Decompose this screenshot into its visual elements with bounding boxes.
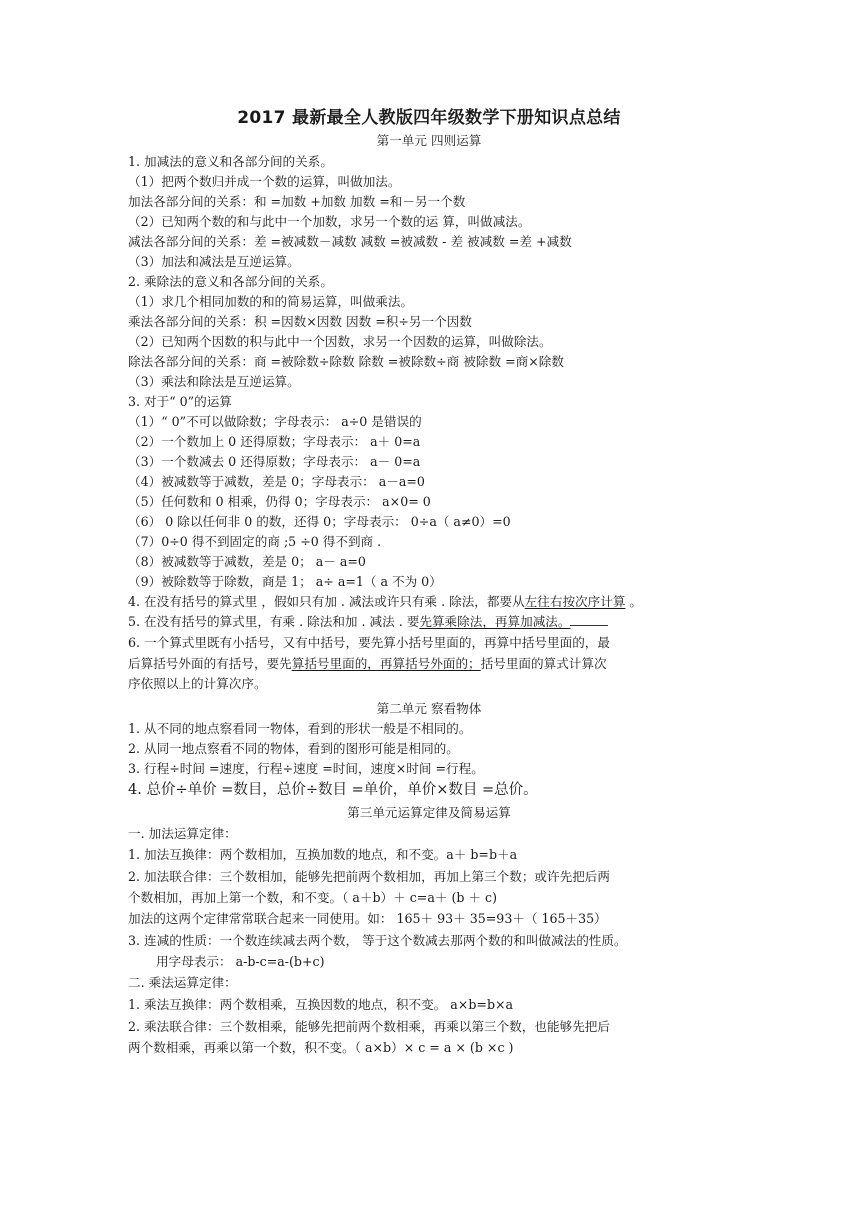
text-line: 加法的这两个定律常常联合起来一同使用。如： 165＋ 93＋ 35=93＋（ 165＋35） bbox=[128, 911, 607, 926]
unit3-heading: 第三单元运算定律及简易运算 bbox=[347, 805, 511, 820]
document-page bbox=[128, 106, 730, 1058]
document-title: 2017 最新最全人教版四年级数学下册知识点总结 bbox=[237, 108, 621, 128]
text-line: 1. 乘法互换律：两个数相乘，互换因数的地点，积不变。 a×b=b×a bbox=[128, 997, 514, 1012]
rule-item-5-text: 5. 在没有括号的算式里，有乘 . 除法和加 . 减法 . 要 bbox=[128, 614, 420, 629]
text-line: （8）被减数等于减数，差是 0； a－ a=0 bbox=[128, 554, 366, 569]
text-line: （1）求几个相同加数的和的简易运算，叫做乘法。 bbox=[128, 294, 414, 309]
rule-item-5-underlined: 先算乘除法，再算加减法。 bbox=[419, 614, 571, 629]
text-line: 二. 乘法运算定律： bbox=[128, 975, 237, 990]
rule-item-6-line3: 序依照以上的计算次序。 bbox=[128, 676, 267, 691]
unit1-heading: 第一单元 四则运算 bbox=[376, 133, 482, 148]
text-line: （5）任何数和 0 相乘，仍得 0；字母表示： a×0= 0 bbox=[128, 494, 431, 509]
text-line-large: 4. 总价÷单价 =数目，总价÷数目 =单价，单价×数目 =总价。 bbox=[128, 782, 538, 798]
text-line: （4）被减数等于减数，差是 0；字母表示： a－a=0 bbox=[128, 474, 425, 489]
rule-item-6-text: 后算括号外面的有括号，要先 bbox=[128, 656, 292, 671]
text-line: （2）已知两个数的和与此中一个加数，求另一个数的运 算，叫做减法。 bbox=[128, 214, 531, 229]
text-line: 个数相加，再加上第一个数，和不变。（ a＋b）＋ c=a＋ (b ＋ c) bbox=[128, 890, 497, 905]
unit2-heading: 第二单元 察看物体 bbox=[376, 701, 482, 716]
text-line: 2. 从同一地点察看不同的物体，看到的图形可能是相同的。 bbox=[128, 741, 459, 756]
text-line: 加法各部分间的关系：和 =加数 +加数 加数 =和－另一个数 bbox=[128, 194, 466, 209]
rule-item-6-underlined: 算括号里面的，再算括号外面的； bbox=[291, 656, 481, 671]
text-line: （3）一个数减去 0 还得原数；字母表示： a－ 0=a bbox=[128, 454, 421, 469]
text-line: 2. 乘除法的意义和各部分间的关系。 bbox=[128, 274, 333, 289]
text-line-indented: 用字母表示： a-b-c=a-(b+c) bbox=[156, 954, 325, 969]
text-line: 减法各部分间的关系：差 =被减数－减数 减数 =被减数 - 差 被减数 =差 +减数 bbox=[128, 234, 572, 249]
rule-item-6-end: 括号里面的算式计算次 bbox=[480, 656, 607, 671]
rule-item-4-underlined: 左往右按次序计算 bbox=[524, 594, 626, 609]
rule-item-4-text: 4. 在没有括号的算式里 ，假如只有加 . 减法或许只有乘 . 除法，都要从 bbox=[128, 594, 525, 609]
rule-item-5 bbox=[128, 612, 730, 632]
text-line: 3. 对于“ 0”的运算 bbox=[128, 394, 232, 409]
text-line: （7）0÷0 得不到固定的商 ;5 ÷0 得不到商 . bbox=[128, 534, 382, 549]
text-line: （1）把两个数归并成一个数的运算，叫做加法。 bbox=[128, 174, 401, 189]
text-line: 两个数相乘，再乘以第一个数，积不变。（ a×b）× c = a × (b ×c ) bbox=[128, 1040, 514, 1055]
text-line: 乘法各部分间的关系：积 =因数×因数 因数 =积÷另一个因数 bbox=[128, 314, 472, 329]
text-line: 除法各部分间的关系：商 =被除数÷除数 除数 =被除数÷商 被除数 =商×除数 bbox=[128, 354, 564, 369]
text-line: （9）被除数等于除数，商是 1； a÷ a=1（ a 不为 0） bbox=[128, 574, 442, 589]
text-line: 一. 加法运算定律： bbox=[128, 826, 237, 841]
rule-item-6-line1: 6. 一个算式里既有小括号，又有中括号，要先算小括号里面的，再算中括号里面的，最 bbox=[128, 635, 610, 650]
rule-item-4 bbox=[128, 592, 730, 612]
text-line: （6） 0 除以任何非 0 的数，还得 0；字母表示： 0÷a（ a≠0）=0 bbox=[128, 514, 511, 529]
rule-item-6-line2 bbox=[128, 654, 730, 674]
text-line: （2）一个数加上 0 还得原数；字母表示： a＋ 0=a bbox=[128, 434, 421, 449]
text-line: 1. 加减法的意义和各部分间的关系。 bbox=[128, 154, 333, 169]
text-line: 2. 乘法联合律：三个数相乘，能够先把前两个数相乘，再乘以第三个数，也能够先把后 bbox=[128, 1019, 610, 1034]
text-line: （3）乘法和除法是互逆运算。 bbox=[128, 374, 300, 389]
text-line: 3. 连减的性质：一个数连续减去两个数， 等于这个数减去那两个数的和叫做减法的性质。 bbox=[128, 933, 627, 948]
text-line: （2）已知两个因数的积与此中一个因数，求另一个因数的运算，叫做除法。 bbox=[128, 334, 552, 349]
text-line: （3）加法和减法是互逆运算。 bbox=[128, 254, 300, 269]
text-line: 1. 加法互换律：两个数相加，互换加数的地点，和不变。a＋ b=b＋a bbox=[128, 847, 518, 862]
underline-blank bbox=[570, 613, 608, 626]
text-line: 2. 加法联合律：三个数相加，能够先把前两个数相加，再加上第三个数；或许先把后两 bbox=[128, 869, 610, 884]
rule-item-4-end: 。 bbox=[625, 594, 643, 609]
text-line: 1. 从不同的地点察看同一物体，看到的形状一般是不相同的。 bbox=[128, 721, 472, 736]
text-line: 3. 行程÷时间 =速度，行程÷速度 =时间，速度×时间 =行程。 bbox=[128, 761, 484, 776]
text-line: （1）“ 0”不可以做除数；字母表示： a÷0 是错误的 bbox=[128, 414, 422, 429]
